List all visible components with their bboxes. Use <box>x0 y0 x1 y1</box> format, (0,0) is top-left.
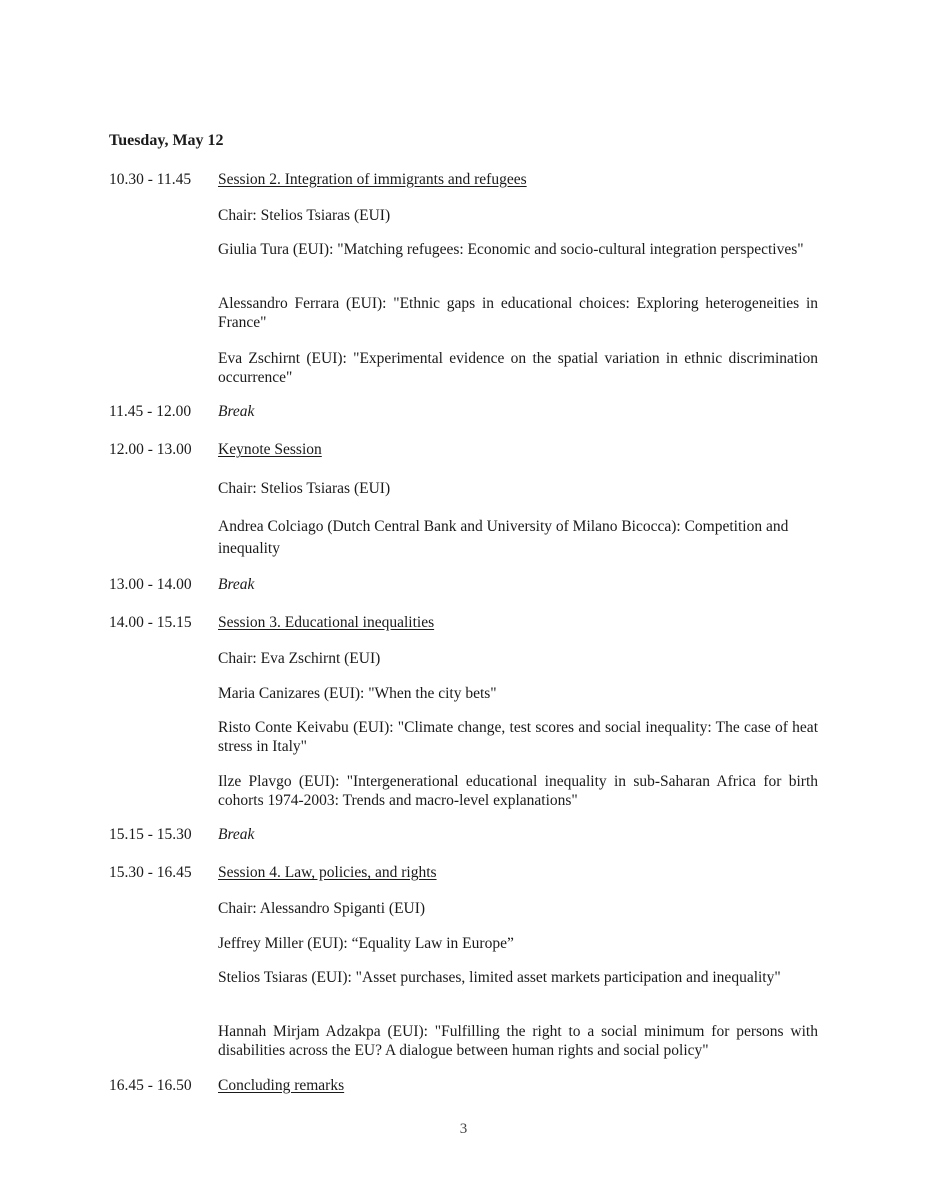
slot-time: 13.00 - 14.00 <box>109 576 192 593</box>
slot-time: 16.45 - 16.50 <box>109 1077 192 1094</box>
session-chair: Chair: Stelios Tsiaras (EUI) <box>218 480 391 497</box>
break-label: Break <box>218 403 255 420</box>
session-title: Keynote Session <box>218 441 322 458</box>
session-title: Session 3. Educational inequalities <box>218 614 435 631</box>
session-chair: Chair: Alessandro Spiganti (EUI) <box>218 900 426 917</box>
session-title: Session 2. Integration of immigrants and refugees <box>218 171 527 188</box>
session-chair: Chair: Stelios Tsiaras (EUI) <box>218 207 391 224</box>
presentation-entry: Stelios Tsiaras (EUI): "Asset purchases, limited asset markets participation and inequality" <box>218 969 781 986</box>
presentation-entry: Maria Canizares (EUI): "When the city bets" <box>218 685 497 702</box>
presentation-entry: Eva Zschirnt (EUI): "Experimental evidence on the spatial variation in ethnic discrimination occurrence" <box>218 350 818 386</box>
session-title: Session 4. Law, policies, and rights <box>218 864 437 881</box>
session-chair: Chair: Eva Zschirnt (EUI) <box>218 650 381 667</box>
session-title: Concluding remarks <box>218 1077 345 1094</box>
slot-time: 15.15 - 15.30 <box>109 826 192 843</box>
slot-time: 11.45 - 12.00 <box>109 403 192 420</box>
break-label: Break <box>218 576 255 593</box>
presentation-entry: Giulia Tura (EUI): "Matching refugees: Economic and socio-cultural integration perspectives" <box>218 241 804 258</box>
page-number: 3 <box>459 1121 468 1137</box>
slot-time: 10.30 - 11.45 <box>109 171 192 188</box>
presentation-entry: Alessandro Ferrara (EUI): "Ethnic gaps in educational choices: Exploring heterogeneities in France" <box>218 295 818 331</box>
presentation-entry: Andrea Colciago (Dutch Central Bank and University of Milano Bicocca): Competition and inequality <box>218 518 789 557</box>
presentation-entry: Risto Conte Keivabu (EUI): "Climate change, test scores and social inequality: The case of heat stress in Italy" <box>218 719 818 755</box>
slot-time: 12.00 - 13.00 <box>109 441 192 458</box>
presentation-entry: Ilze Plavgo (EUI): "Intergenerational educational inequality in sub-Saharan Africa for birth cohorts 1974-2003: Trends and macro-level explanations" <box>218 773 818 809</box>
slot-time: 15.30 - 16.45 <box>109 864 192 881</box>
presentation-entry: Hannah Mirjam Adzakpa (EUI): "Fulfilling the right to a social minimum for persons with disabilities across the EU? A dialogue between human rights and social policy" <box>218 1023 818 1059</box>
page-heading: Tuesday, May 12 <box>109 132 224 149</box>
slot-time: 14.00 - 15.15 <box>109 614 192 631</box>
break-label: Break <box>218 826 255 843</box>
presentation-entry: Jeffrey Miller (EUI): “Equality Law in Europe” <box>218 935 514 952</box>
